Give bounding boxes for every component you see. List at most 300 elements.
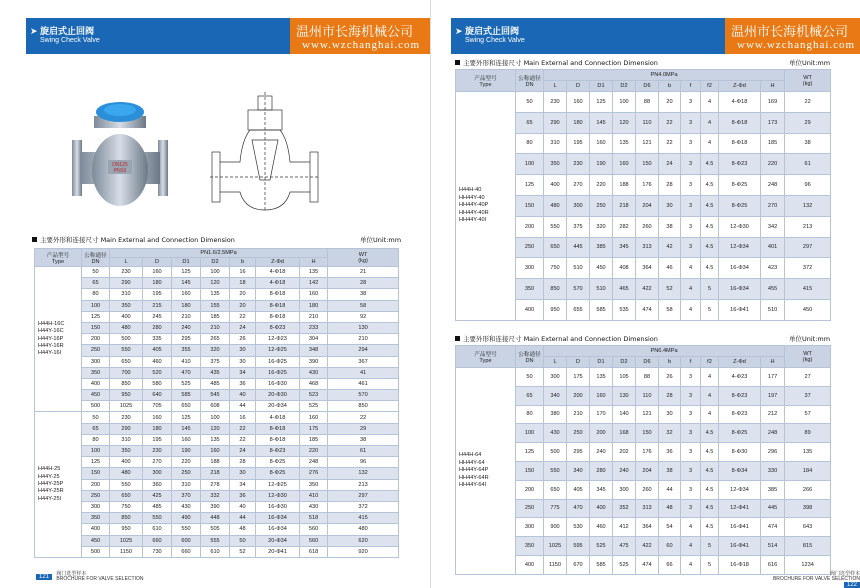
table-cell: 88 (636, 368, 659, 387)
table-cell: 400 (516, 555, 544, 574)
table-cell: 4 (681, 537, 701, 556)
table-cell: 525 (613, 555, 636, 574)
table-cell: 190 (590, 154, 613, 175)
model-list: H44H-40 HH44Y-40 HH44Y-40P HH44Y-40R HH44Y-40I (456, 92, 516, 321)
table-cell: 920 (328, 546, 399, 557)
table-cell: 150 (516, 461, 544, 480)
model-list: H44H-16C H44Y-16C H44Y-16P H44Y-16R H44Y-16I (35, 267, 82, 412)
table-cell: 297 (785, 237, 831, 258)
table-cell: 142 (300, 278, 328, 289)
table-cell: 4 (681, 279, 701, 300)
table-cell: 135 (300, 267, 328, 278)
table-cell: 423 (761, 258, 785, 279)
table-cell: 135 (590, 368, 613, 387)
table-cell: 8-Φ18 (256, 300, 300, 311)
table-cell: 4-Φ18 (256, 278, 300, 289)
footer-cn: 阀门选型样本 (56, 571, 87, 577)
table-cell: 610 (143, 524, 172, 535)
table-cell: 400 (82, 524, 110, 535)
table-cell: 4.5 (701, 499, 719, 518)
table-cell: 370 (172, 490, 201, 501)
table-cell: 180 (143, 278, 172, 289)
table-cell: 240 (172, 322, 201, 333)
table-cell: 415 (785, 279, 831, 300)
table-cell: 215 (143, 300, 172, 311)
table-cell: 230 (544, 92, 567, 113)
table-cell: 41 (328, 367, 399, 378)
table-cell: 950 (110, 390, 143, 401)
col-header: H (761, 81, 785, 92)
table-cell: 3 (681, 237, 701, 258)
table-cell: 408 (613, 258, 636, 279)
brand-url: www.wzchanghai.com (737, 39, 856, 51)
col-header: D6 (636, 81, 659, 92)
table-cell: 278 (201, 479, 230, 490)
table-cell: 180 (172, 300, 201, 311)
table-cell: 450 (785, 299, 831, 320)
table-cell: 52 (659, 279, 681, 300)
table-cell: 8-Φ18 (256, 311, 300, 322)
pressure-header: PN4.0MPa (544, 70, 785, 81)
table-cell: 280 (590, 461, 613, 480)
table-cell: 218 (201, 468, 230, 479)
table-cell: 28 (328, 278, 399, 289)
table-cell: 485 (143, 501, 172, 512)
table-cell: 233 (300, 322, 328, 333)
col-model: 产品型号 Type (456, 346, 516, 368)
table-cell: 313 (636, 499, 659, 518)
table-cell: 240 (590, 443, 613, 462)
table-cell: 52 (230, 546, 256, 557)
table-cell: 160 (567, 92, 590, 113)
table-cell: 367 (328, 356, 399, 367)
table-cell: 34 (230, 479, 256, 490)
table-cell: 4.5 (701, 424, 719, 443)
table-cell: 470 (567, 499, 590, 518)
table-cell: 120 (201, 278, 230, 289)
table-cell: 160 (300, 289, 328, 300)
table-cell: 100 (516, 424, 544, 443)
table-cell: 150 (82, 322, 110, 333)
col-header: D (567, 357, 590, 368)
table-cell: 4 (681, 258, 701, 279)
table-cell: 50 (516, 368, 544, 387)
table-cell: 218 (613, 195, 636, 216)
table-cell: 160 (300, 412, 328, 423)
table-cell: 160 (201, 446, 230, 457)
table-cell: 270 (761, 195, 785, 216)
table-cell: 20 (230, 289, 256, 300)
table-cell: 155 (201, 300, 230, 311)
table-cell: 398 (785, 499, 831, 518)
table-cell: 3 (681, 368, 701, 387)
table-cell: 176 (636, 443, 659, 462)
table-cell: 400 (544, 175, 567, 196)
table-row (35, 546, 399, 557)
page-header (26, 18, 290, 54)
table-cell: 184 (785, 461, 831, 480)
table-cell: 38 (785, 133, 831, 154)
table-row (35, 479, 399, 490)
table-cell: 4 (701, 133, 719, 154)
table-cell: 480 (110, 468, 143, 479)
col-header: f (681, 81, 701, 92)
table-cell: 450 (82, 390, 110, 401)
table-cell: 4.5 (701, 480, 719, 499)
table-cell: 20 (230, 300, 256, 311)
header-title-en: Swing Check Valve (40, 37, 100, 44)
table-cell: 514 (761, 537, 785, 556)
table-cell: 320 (201, 345, 230, 356)
table-cell: 48 (659, 499, 681, 518)
table-cell: 60 (659, 537, 681, 556)
table-cell: 30 (659, 405, 681, 424)
table-cell: 213 (328, 479, 399, 490)
table-row (35, 322, 399, 333)
table-cell: 304 (300, 334, 328, 345)
table-cell: 145 (172, 423, 201, 434)
table-cell: 50 (82, 267, 110, 278)
table-cell: 18 (230, 278, 256, 289)
table-cell: 265 (201, 334, 230, 345)
table-cell: 550 (544, 216, 567, 237)
table-cell: 80 (516, 133, 544, 154)
table-cell: 22 (659, 133, 681, 154)
table-cell: 12-Φ34 (719, 237, 761, 258)
table-cell: 550 (110, 479, 143, 490)
table-cell: 4.5 (701, 258, 719, 279)
table-cell: 595 (567, 537, 590, 556)
table-cell: 340 (567, 461, 590, 480)
table-cell: 150 (82, 468, 110, 479)
table-cell: 100 (516, 154, 544, 175)
table-cell: 350 (300, 479, 328, 490)
table-cell: 490 (172, 513, 201, 524)
table-cell: 58 (659, 299, 681, 320)
table-cell: 197 (761, 386, 785, 405)
table-cell: 296 (761, 443, 785, 462)
table-cell: 130 (328, 322, 399, 333)
table-row (35, 513, 399, 524)
table-row (35, 535, 399, 546)
table-cell: 210 (201, 322, 230, 333)
table-cell: 12-Φ41 (719, 499, 761, 518)
table-cell: 850 (110, 513, 143, 524)
table-cell: 8-Φ23 (719, 154, 761, 175)
table-cell: 204 (636, 461, 659, 480)
table-row (35, 289, 399, 300)
table-row (35, 401, 399, 412)
photo-label-1: DN125 (112, 162, 128, 168)
table-cell: 474 (636, 299, 659, 320)
col-header: D2 (613, 357, 636, 368)
table-cell: 8-Φ30 (719, 443, 761, 462)
table-cell: 4 (701, 386, 719, 405)
table-cell: 618 (300, 546, 328, 557)
table-cell: 355 (172, 345, 201, 356)
table-cell: 220 (761, 154, 785, 175)
table-cell: 310 (544, 133, 567, 154)
table-cell: 80 (82, 289, 110, 300)
table-cell: 3 (681, 499, 701, 518)
col-D1: D1 (172, 258, 201, 267)
table-cell: 5 (701, 279, 719, 300)
table-cell: 523 (300, 390, 328, 401)
table-cell: 313 (636, 237, 659, 258)
table-cell: 36 (659, 443, 681, 462)
table-cell: 650 (172, 401, 201, 412)
table-cell: 640 (143, 390, 172, 401)
table-cell: 200 (590, 424, 613, 443)
table-cell: 160 (590, 386, 613, 405)
table-cell: 1025 (110, 401, 143, 412)
table-cell: 300 (567, 195, 590, 216)
col-header: D1 (590, 357, 613, 368)
table-cell: 850 (328, 401, 399, 412)
col-D2: D2 (201, 258, 230, 267)
table-cell: 3 (681, 175, 701, 196)
table-cell: 555 (201, 535, 230, 546)
table-cell: 270 (567, 175, 590, 196)
table-cell: 125 (82, 457, 110, 468)
table-cell: 660 (172, 546, 201, 557)
table-cell: 200 (82, 479, 110, 490)
table-row (35, 412, 399, 423)
table-cell: 422 (636, 279, 659, 300)
table-cell: 401 (761, 237, 785, 258)
table-cell: 500 (544, 443, 567, 462)
unit-label: 单位Unit:mm (360, 236, 402, 244)
dimension-table-pn16-25 (34, 248, 399, 558)
table-cell: 96 (785, 175, 831, 196)
table-cell: 44 (230, 513, 256, 524)
table-row (35, 457, 399, 468)
table-cell: 412 (613, 518, 636, 537)
brand-name: 温州市长海机械公司 (731, 25, 849, 40)
table-row (35, 334, 399, 345)
table-cell: 295 (567, 443, 590, 462)
table-cell: 12-Φ30 (256, 490, 300, 501)
table-cell: 422 (636, 537, 659, 556)
table-cell: 185 (300, 434, 328, 445)
table-cell: 125 (516, 443, 544, 462)
col-header: b (659, 357, 681, 368)
table-cell: 204 (636, 195, 659, 216)
unit-label-2: 单位Unit:mm (789, 335, 831, 343)
table-cell: 110 (636, 112, 659, 133)
table-cell: 250 (516, 237, 544, 258)
table-cell: 5 (701, 555, 719, 574)
table-cell: 16-Φ18 (719, 555, 761, 574)
col-dn: 公称通径 DN (82, 249, 110, 267)
table-cell: 282 (613, 216, 636, 237)
table-cell: 480 (544, 195, 567, 216)
table-cell: 4 (701, 92, 719, 113)
table-cell: 295 (172, 334, 201, 345)
table-cell: 400 (82, 378, 110, 389)
table-cell: 4.5 (701, 216, 719, 237)
table-cell: 16-Φ34 (719, 279, 761, 300)
table-cell: 20 (659, 92, 681, 113)
table-cell: 405 (143, 345, 172, 356)
table-cell: 4-Φ18 (256, 267, 300, 278)
table-cell: 616 (761, 555, 785, 574)
table-cell: 21 (328, 267, 399, 278)
table-cell: 410 (172, 356, 201, 367)
table-cell: 8-Φ34 (719, 461, 761, 480)
table-cell: 520 (143, 367, 172, 378)
table-cell: 125 (172, 267, 201, 278)
table-cell: 38 (328, 289, 399, 300)
table-cell: 750 (544, 258, 567, 279)
table-cell: 430 (300, 367, 328, 378)
col-header: D6 (636, 357, 659, 368)
table-cell: 29 (785, 112, 831, 133)
table-cell: 580 (143, 378, 172, 389)
table-cell: 22 (230, 423, 256, 434)
table-cell: 8-Φ18 (719, 112, 761, 133)
table-cell: 245 (143, 311, 172, 322)
table-cell: 16-Φ30 (256, 501, 300, 512)
table-cell: 300 (143, 468, 172, 479)
table-cell: 445 (761, 499, 785, 518)
table-cell: 176 (636, 175, 659, 196)
table-cell: 585 (590, 299, 613, 320)
dimension-table-pn64 (455, 345, 831, 575)
table-cell: 297 (328, 490, 399, 501)
table-row (35, 524, 399, 535)
table-cell: 260 (636, 480, 659, 499)
table-cell: 44 (230, 401, 256, 412)
table-cell: 12-Φ25 (256, 479, 300, 490)
table-cell: 350 (516, 279, 544, 300)
page-number: 122 (844, 582, 860, 588)
table-cell: 1234 (785, 555, 831, 574)
table-cell: 375 (201, 356, 230, 367)
table-cell: 430 (544, 424, 567, 443)
table-cell: 3 (681, 195, 701, 216)
table-cell: 3 (681, 386, 701, 405)
table-row (35, 356, 399, 367)
table-row (35, 434, 399, 445)
table-cell: 5 (701, 537, 719, 556)
table-cell: 105 (613, 368, 636, 387)
col-header: D1 (590, 81, 613, 92)
section-title-2: 主要外形和连接尺寸 Main External and Connection Dimension (455, 334, 658, 343)
table-cell: 220 (300, 446, 328, 457)
table-cell: 8-Φ25 (256, 457, 300, 468)
table-cell: 4 (681, 518, 701, 537)
col-header: f (681, 357, 701, 368)
table-cell: 345 (613, 237, 636, 258)
table-cell: 160 (143, 412, 172, 423)
table-cell: 950 (544, 299, 567, 320)
table-cell: 16-Φ25 (256, 356, 300, 367)
table-cell: 177 (761, 368, 785, 387)
table-cell: 169 (761, 92, 785, 113)
table-row (35, 367, 399, 378)
table-cell: 500 (82, 546, 110, 557)
table-cell: 65 (516, 386, 544, 405)
footer-en: BROCHURE FOR VALVE SELECTION (772, 576, 860, 582)
table-cell: 510 (761, 299, 785, 320)
table-cell: 130 (613, 386, 636, 405)
table-cell: 120 (201, 423, 230, 434)
table-cell: 26 (230, 334, 256, 345)
table-cell: 8-Φ23 (719, 405, 761, 424)
table-cell: 20-Φ34 (256, 401, 300, 412)
table-cell: 150 (516, 195, 544, 216)
table-cell: 210 (300, 311, 328, 322)
col-header: L (544, 81, 567, 92)
table-cell: 16-Φ25 (256, 367, 300, 378)
table-cell: 775 (544, 499, 567, 518)
table-cell: 3 (681, 112, 701, 133)
table-cell: 670 (567, 555, 590, 574)
table-cell: 475 (613, 537, 636, 556)
table-cell: 100 (82, 446, 110, 457)
table-cell: 4.5 (701, 154, 719, 175)
col-header: Z-Φd (719, 357, 761, 368)
table-cell: 585 (172, 390, 201, 401)
table-cell: 28 (659, 386, 681, 405)
table-cell: 125 (82, 311, 110, 322)
col-header: f2 (701, 81, 719, 92)
table-cell: 248 (761, 175, 785, 196)
table-cell: 410 (300, 490, 328, 501)
table-cell: 3 (681, 133, 701, 154)
col-wt: WT (kg) (328, 249, 399, 267)
table-cell: 220 (590, 175, 613, 196)
footer-en: BROCHURE FOR VALVE SELECTION (56, 576, 144, 582)
table-cell: 185 (201, 311, 230, 322)
table-cell: 12-Φ25 (256, 345, 300, 356)
bullet-square-icon (455, 60, 460, 65)
table-cell: 30 (230, 468, 256, 479)
table-cell: 290 (110, 423, 143, 434)
col-L: L (110, 258, 143, 267)
table-cell: 4-Φ18 (719, 92, 761, 113)
table-cell: 96 (328, 457, 399, 468)
table-cell: 36 (230, 378, 256, 389)
table-cell: 16-Φ41 (719, 537, 761, 556)
col-model: 产品型号 Type (456, 70, 516, 92)
table-cell: 330 (761, 461, 785, 480)
table-cell: 705 (143, 401, 172, 412)
table-cell: 360 (143, 479, 172, 490)
col-zd: Z-Φd (256, 258, 300, 267)
table-cell: 405 (567, 480, 590, 499)
table-cell: 92 (328, 311, 399, 322)
table-row (35, 490, 399, 501)
table-cell: 16-Φ34 (256, 513, 300, 524)
table-cell: 240 (613, 461, 636, 480)
table-cell: 455 (761, 279, 785, 300)
table-cell: 135 (201, 289, 230, 300)
table-cell: 250 (172, 468, 201, 479)
table-cell: 175 (300, 423, 328, 434)
table-cell: 8-Φ25 (719, 175, 761, 196)
table-cell: 350 (516, 537, 544, 556)
table-cell: 320 (590, 216, 613, 237)
table-cell: 350 (82, 367, 110, 378)
table-cell: 608 (201, 401, 230, 412)
pressure-header: PN6.4MPa (544, 346, 785, 357)
table-cell: 40 (230, 501, 256, 512)
col-dn: 公称通径 DN (516, 70, 544, 92)
table-cell: 22 (785, 92, 831, 113)
table-cell: 468 (300, 378, 328, 389)
